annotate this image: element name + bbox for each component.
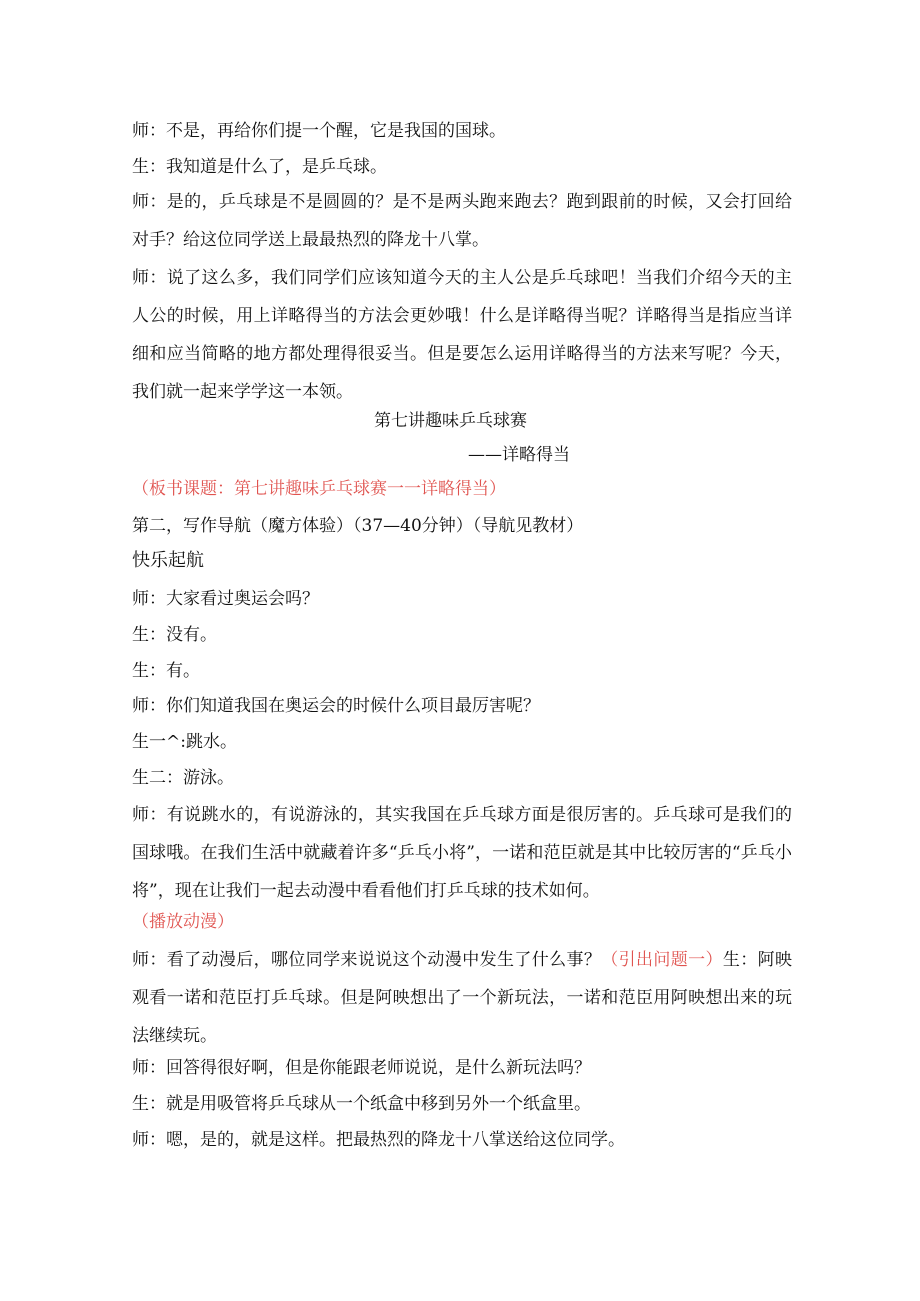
question-note: （引出问题一） bbox=[601, 950, 723, 970]
dialogue-paragraph: 师：有说跳水的，有说游泳的，其实我国在乒乓球方面是很厉害的。乒乓球可是我们的国球哦。在我们生活中就藏着许多“乒乓小将”，一诺和范臣就是其中比较厉害的“乒乓小将”，现在让我们一起去动漫中看看他们打乒乓球的技术如何。 bbox=[132, 805, 792, 901]
dialogue-line: 生：就是用吸管将乒乓球从一个纸盒中移到另外一个纸盒里。 bbox=[132, 1094, 591, 1114]
dialogue-line: 生：没有。 bbox=[132, 625, 217, 645]
dialogue-paragraph bbox=[132, 941, 792, 1055]
dialogue-paragraph: 师：是的，乒乓球是不是圆圆的？是不是两头跑来跑去？跑到跟前的时候，又会打回给对手？给这位同学送上最最热烈的降龙十八掌。 bbox=[132, 192, 792, 250]
subsection-heading: 快乐起航 bbox=[132, 550, 204, 571]
dialogue-line: 生一^:跳水。 bbox=[132, 732, 237, 752]
dialogue-line: 师：嗯，是的，就是这样。把最热烈的降龙十八掌送给这位同学。 bbox=[132, 1130, 625, 1150]
dialogue-line: 生：有。 bbox=[132, 661, 200, 681]
section-heading: 第二，写作导航（魔方体验）（37—40分钟）（导航见教材） bbox=[132, 516, 584, 536]
dialogue-line: 生二：游泳。 bbox=[132, 768, 234, 788]
dialogue-paragraph: 师：说了这么多，我们同学们应该知道今天的主人公是乒乓球吧！当我们介绍今天的主人公的时候，用上详略得当的方法会更妙哦！什么是详略得当呢？详略得当是指应当详细和应当简略的地方都处理得很妥当。但是要怎么运用详略得当的方法来写呢？今天，我们就一起来学学这一本领。 bbox=[132, 268, 792, 402]
question-text: 师：看了动漫后，哪位同学来说说这个动漫中发生了什么事？ bbox=[132, 950, 602, 970]
lesson-title: 第七讲趣味乒乓球赛 bbox=[374, 411, 527, 431]
dialogue-line: 师：回答得很好啊，但是你能跟老师说说，是什么新玩法吗？ bbox=[132, 1058, 591, 1078]
dialogue-line: 师：不是，再给你们提一个醒，它是我国的国球。 bbox=[132, 121, 506, 141]
board-note: （板书课题：第七讲趣味乒乓球赛一一详略得当） bbox=[132, 479, 506, 499]
dialogue-line: 生：我知道是什么了，是乒乓球。 bbox=[132, 157, 387, 177]
answer-text: 生：阿映观看一诺和范臣打乒乓球。但是阿映想出了一个新玩法，一诺和范臣用阿映想出来的玩法继续玩。 bbox=[132, 950, 793, 1046]
play-note: （播放动漫） bbox=[132, 912, 234, 932]
lesson-subtitle: ——详略得当 bbox=[468, 445, 570, 465]
dialogue-line: 师：你们知道我国在奥运会的时候什么项目最厉害呢？ bbox=[132, 696, 540, 716]
dialogue-line: 师：大家看过奥运会吗？ bbox=[132, 589, 319, 609]
